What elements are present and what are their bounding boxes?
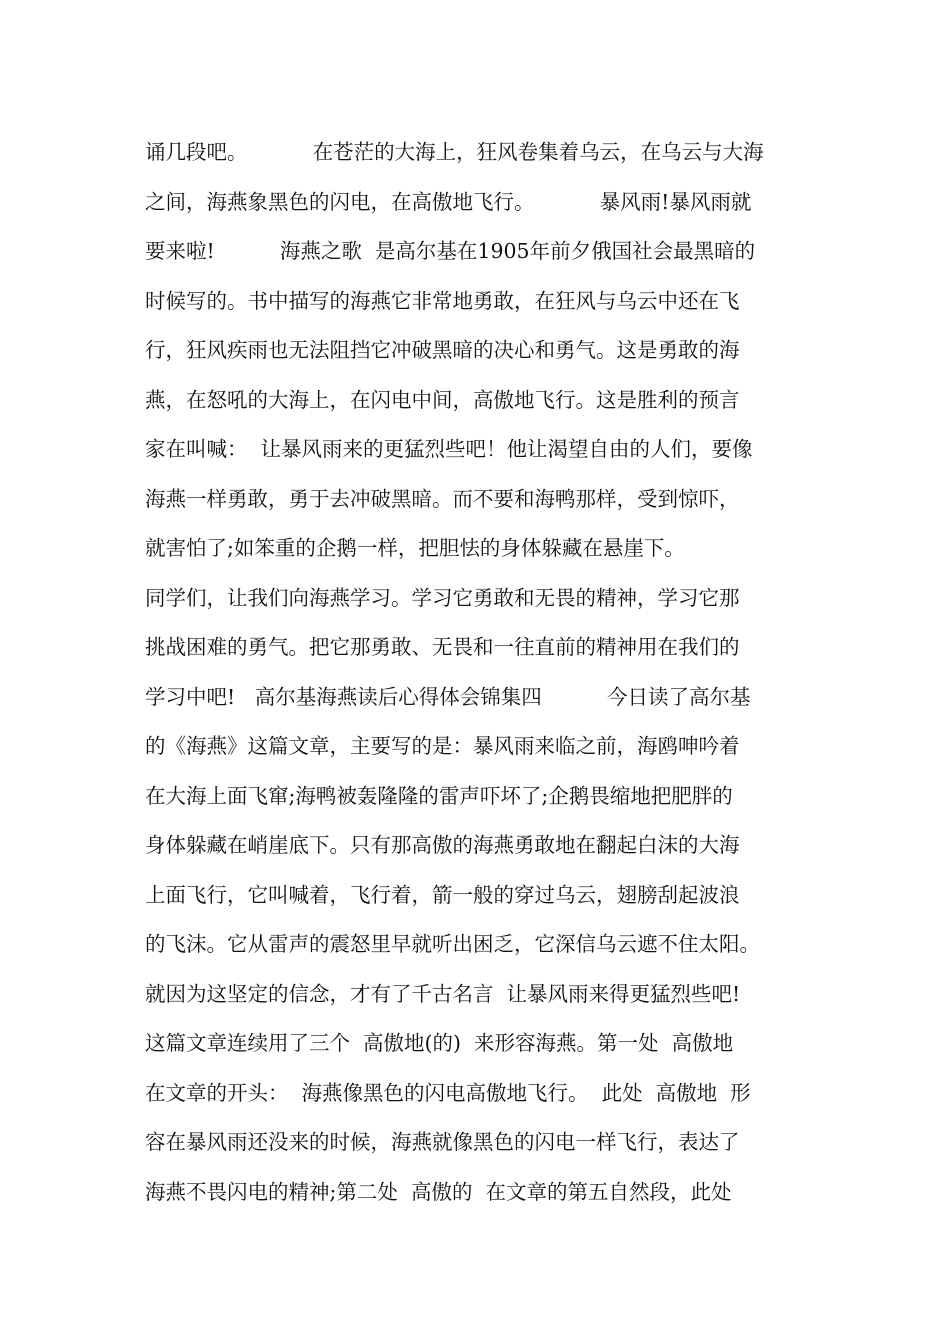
text-line: 身体躲藏在峭崖底下。只有那高傲的海燕勇敢地在翻起白沫的大海 xyxy=(145,833,740,857)
text-line: 燕，在怒吼的大海上，在闪电中间，高傲地飞行。这是胜利的预言 xyxy=(145,387,740,412)
text-line: 家在叫喊： 让暴风雨来的更猛烈些吧！他让渴望自由的人们，要像 xyxy=(145,437,753,461)
text-line: 上面飞行，它叫喊着，飞行着，箭一般的穿过乌云，翅膀刮起波浪 xyxy=(145,882,740,907)
text-line: 之间，海燕象黑色的闪电，在高傲地飞行。 暴风雨!暴风雨就 xyxy=(145,189,752,214)
text-line: 时候写的。书中描写的海燕它非常地勇敢，在狂风与乌云中还在飞 xyxy=(145,288,740,313)
text-line: 海燕一样勇敢，勇于去冲破黑暗。而不要和海鸭那样，受到惊吓， xyxy=(145,486,740,511)
text-line: 要来啦! 海燕之歌 是高尔基在1905年前夕俄国社会最黑暗的 xyxy=(145,239,756,263)
text-line: 诵几段吧。 在苍茫的大海上，狂风卷集着乌云，在乌云与大海 xyxy=(145,140,764,164)
document-body xyxy=(145,133,825,1222)
text-line: 海燕不畏闪电的精神;第二处 高傲的 在文章的第五自然段，此处 xyxy=(145,1179,732,1204)
text-line: 的《海燕》这篇文章，主要写的是：暴风雨来临之前，海鸥呻吟着 xyxy=(145,734,740,758)
text-line: 在文章的开头： 海燕像黑色的闪电高傲地飞行。 此处 高傲地 形 xyxy=(145,1080,751,1105)
text-line: 挑战困难的勇气。把它那勇敢、无畏和一往直前的精神用在我们的 xyxy=(145,635,740,659)
text-line: 行，狂风疾雨也无法阻挡它冲破黑暗的决心和勇气。这是勇敢的海 xyxy=(145,338,740,362)
text-line: 同学们，让我们向海燕学习。学习它勇敢和无畏的精神，学习它那 xyxy=(145,585,740,610)
text-line: 的飞沫。它从雷声的震怒里早就听出困乏，它深信乌云遮不住太阳。 xyxy=(145,932,760,956)
text-line: 容在暴风雨还没来的时候，海燕就像黑色的闪电一样飞行，表达了 xyxy=(145,1130,740,1154)
text-line: 学习中吧! 高尔基海燕读后心得体会锦集四 今日读了高尔基 xyxy=(145,684,751,709)
text-line: 这篇文章连续用了三个 高傲地(的) 来形容海燕。第一处 高傲地 xyxy=(145,1031,734,1055)
text-line: 在大海上面飞窜;海鸭被轰隆隆的雷声吓坏了;企鹅畏缩地把肥胖的 xyxy=(145,783,733,808)
text-line: 就害怕了;如笨重的企鹅一样，把胆怯的身体躲藏在悬崖下。 xyxy=(145,536,685,560)
text-line: 就因为这坚定的信念，才有了千古名言 让暴风雨来得更猛烈些吧! xyxy=(145,981,741,1006)
